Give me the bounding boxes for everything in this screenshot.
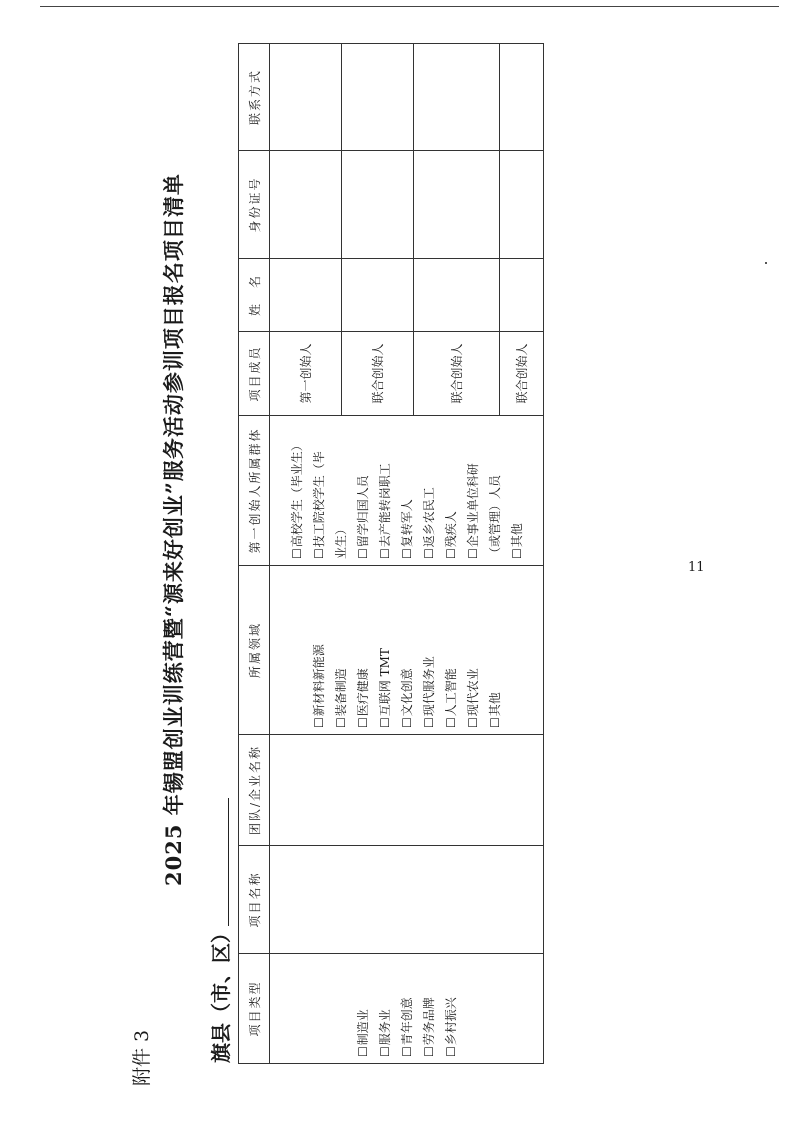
member-role: 联合创始人 (414, 332, 500, 416)
project-type-options (270, 954, 544, 1064)
member-id-cell[interactable] (500, 151, 544, 259)
checkbox-icon[interactable]: ☐ (355, 717, 370, 728)
checkbox-icon[interactable]: ☐ (421, 1046, 436, 1057)
header-name: 姓 名 (239, 259, 270, 332)
header-field: 所属领域 (239, 566, 270, 735)
checkbox-icon[interactable]: ☐ (399, 717, 414, 728)
checkbox-icon[interactable]: ☐ (377, 717, 392, 728)
member-name-cell[interactable] (500, 259, 544, 332)
header-project-name: 项目名称 (239, 846, 270, 954)
header-project-type: 项目类型 (239, 954, 270, 1064)
county-label: 旗县（市、区） (209, 923, 233, 1063)
type-option[interactable]: ☐青年创意 (399, 997, 414, 1057)
field-options (270, 566, 544, 735)
checkbox-icon[interactable]: ☐ (443, 548, 458, 559)
member-role: 第一创始人 (270, 332, 342, 416)
checkbox-icon[interactable]: ☐ (443, 1046, 458, 1057)
group-option[interactable]: ☐返乡农民工 (421, 487, 436, 559)
page-title: 2025 年锡盟创业训练营暨“源来好创业”服务活动参训项目报名项目清单 (161, 173, 186, 886)
checkbox-icon[interactable]: ☐ (355, 548, 370, 559)
field-option[interactable]: ☐医疗健康 (355, 668, 370, 728)
member-contact-cell[interactable] (342, 44, 414, 151)
checkbox-icon[interactable]: ☐ (443, 717, 458, 728)
header-team-name: 团队/企业名称 (239, 735, 270, 846)
field-option[interactable]: ☐现代服务业 (421, 656, 436, 728)
header-founder-group: 第一创始人所属群体 (239, 416, 270, 566)
group-option[interactable]: ☐留学归国人员 (355, 475, 370, 559)
group-option[interactable]: ☐去产能转岗职工 (377, 463, 392, 559)
checkbox-icon[interactable]: ☐ (509, 548, 524, 559)
checkbox-icon[interactable]: ☐ (465, 548, 480, 559)
member-id-cell[interactable] (342, 151, 414, 259)
field-option[interactable]: ☐现代农业 (465, 668, 480, 728)
member-name-cell[interactable] (414, 259, 500, 332)
member-id-cell[interactable] (270, 151, 342, 259)
checkbox-icon[interactable]: ☐ (399, 548, 414, 559)
header-id-number: 身份证号 (239, 151, 270, 259)
checkbox-icon[interactable]: ☐ (465, 717, 480, 728)
checkbox-icon[interactable]: ☐ (399, 1046, 414, 1057)
group-option-continued: （或管理）人员 (487, 474, 502, 559)
member-id-cell[interactable] (414, 151, 500, 259)
type-option[interactable]: ☐劳务品牌 (421, 997, 436, 1057)
header-contact: 联系方式 (239, 44, 270, 151)
attachment-label: 附件 3 (131, 1029, 153, 1086)
group-option[interactable]: ☐残疾人 (443, 511, 458, 559)
project-name-cell[interactable] (270, 846, 544, 954)
checkbox-icon[interactable]: ☐ (487, 717, 502, 728)
field-option[interactable]: ☐装备制造 (333, 668, 348, 728)
checkbox-icon[interactable]: ☐ (311, 717, 326, 728)
table-row (270, 44, 342, 1064)
checkbox-icon[interactable]: ☐ (421, 548, 436, 559)
county-blank-line (228, 798, 229, 926)
checkbox-icon[interactable]: ☐ (333, 717, 348, 728)
group-option[interactable]: ☐技工院校学生（毕 (311, 451, 326, 559)
checkbox-icon[interactable]: ☐ (377, 548, 392, 559)
type-option[interactable]: ☐服务业 (377, 1009, 392, 1057)
member-contact-cell[interactable] (270, 44, 342, 151)
member-contact-cell[interactable] (414, 44, 500, 151)
group-option[interactable]: ☐复转军人 (399, 499, 414, 559)
group-option[interactable]: ☐其他 (509, 523, 524, 559)
registration-table (238, 43, 544, 1064)
group-option-continued: 业生） (333, 522, 348, 559)
page-number: 11 (688, 560, 705, 575)
checkbox-icon[interactable]: ☐ (311, 548, 326, 559)
member-name-cell[interactable] (342, 259, 414, 332)
checkbox-icon[interactable]: ☐ (421, 717, 436, 728)
group-option[interactable]: ☐企事业单位科研 (465, 463, 480, 559)
field-option[interactable]: ☐人工智能 (443, 668, 458, 728)
member-contact-cell[interactable] (500, 44, 544, 151)
checkbox-icon[interactable]: ☐ (377, 1046, 392, 1057)
table-header-row (239, 44, 270, 1064)
group-option[interactable]: ☐高校学生（毕业生） (289, 439, 304, 559)
type-option[interactable]: ☐乡村振兴 (443, 997, 458, 1057)
checkbox-icon[interactable]: ☐ (355, 1046, 370, 1057)
checkbox-icon[interactable]: ☐ (289, 548, 304, 559)
founder-group-options (270, 416, 544, 566)
member-role: 联合创始人 (500, 332, 544, 416)
header-member: 项目成员 (239, 332, 270, 416)
field-option[interactable]: ☐文化创意 (399, 668, 414, 728)
field-option[interactable]: ☐其他 (487, 692, 502, 728)
team-name-cell[interactable] (270, 735, 544, 846)
member-role: 联合创始人 (342, 332, 414, 416)
field-option[interactable]: ☐互联网 TMT (377, 648, 392, 728)
field-option[interactable]: ☐新材料新能源 (311, 644, 326, 728)
member-name-cell[interactable] (270, 259, 342, 332)
type-option[interactable]: ☐制造业 (355, 1009, 370, 1057)
